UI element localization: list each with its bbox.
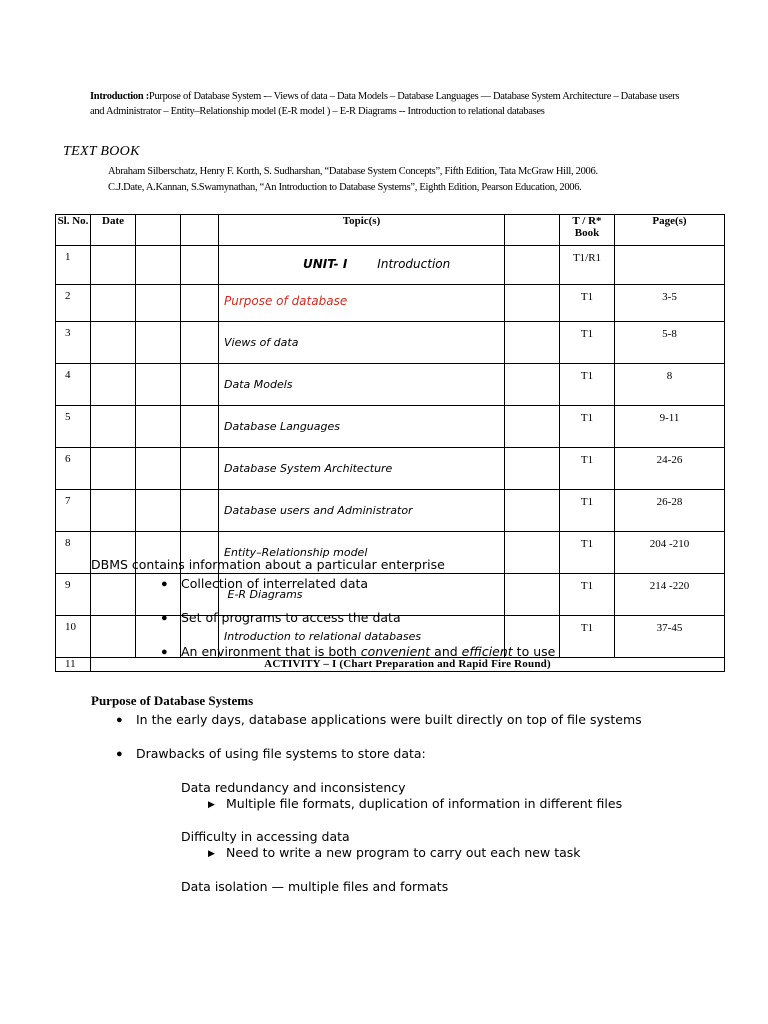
- intro-text: Purpose of Database System -– Views of data – Data Models – Database Languages –– Database System Architecture – Database users and Administrator – Entity–Relationship model (E-R model ) – E-R Diagrams -- Introduction to relational databases: [90, 91, 680, 117]
- purpose-bullet-2: Drawbacks of using file systems to store data:: [136, 746, 426, 761]
- row-sl: 2: [56, 285, 91, 322]
- table-row: [56, 364, 725, 406]
- table-row: [56, 285, 725, 322]
- row-sl: 10: [56, 616, 91, 658]
- row-book: T1: [560, 406, 615, 448]
- row-topic: E-R Diagrams: [219, 574, 505, 616]
- intro-paragraph: [90, 89, 690, 119]
- header-book: T / R* Book: [560, 215, 615, 246]
- row-book: T1: [560, 532, 615, 574]
- row-sl: 5: [56, 406, 91, 448]
- purpose-sub-3: Data isolation — multiple files and formats: [181, 879, 449, 894]
- dbms-bullet-3-mid: and: [430, 644, 462, 659]
- dbms-bullet-3-em1: convenient: [360, 644, 431, 659]
- row-book: T1: [560, 490, 615, 532]
- table-row: [56, 406, 725, 448]
- row-pages: 8: [615, 364, 725, 406]
- row-sl: 3: [56, 322, 91, 364]
- row-sl: 7: [56, 490, 91, 532]
- table-row: [56, 448, 725, 490]
- row-book: T1: [560, 322, 615, 364]
- dbms-bullet-3-post: to use: [512, 644, 556, 659]
- textbook-ref-1: Abraham Silberschatz, Henry F. Korth, S. Sudharshan, “Database System Concepts”, Fifth Edition, Tata McGraw Hill, 2006.: [108, 166, 598, 177]
- row-pages: 37-45: [615, 616, 725, 658]
- row-book: T1: [560, 364, 615, 406]
- purpose-bullet-1: In the early days, database applications were built directly on top of file systems: [136, 712, 642, 727]
- bullet-dot-icon: ●: [161, 612, 168, 624]
- activity-text: ACTIVITY – I (Chart Preparation and Rapid Fire Round): [91, 658, 725, 672]
- header-topic: Topic(s): [219, 215, 505, 246]
- row-topic: Database users and Administrator: [219, 490, 505, 532]
- intro-label: Introduction :: [90, 91, 149, 102]
- row-topic: Views of data: [219, 322, 505, 364]
- arrow-right-icon: ▶: [208, 848, 215, 858]
- row-pages: 9-11: [615, 406, 725, 448]
- row-pages: [615, 246, 725, 285]
- purpose-sub-1-item: Multiple file formats, duplication of information in different files: [226, 796, 623, 811]
- purpose-sub-1: Data redundancy and inconsistency: [181, 780, 406, 795]
- row-topic: Introduction to relational databases: [219, 616, 505, 658]
- row-book: T1: [560, 285, 615, 322]
- unit-label: UNIT- I: [303, 257, 348, 271]
- table-header-row: [56, 215, 725, 246]
- row-book: T1: [560, 448, 615, 490]
- row-pages: 204 -210: [615, 532, 725, 574]
- header-sl: Sl. No.: [56, 215, 91, 246]
- row-sl: 1: [56, 246, 91, 285]
- row-sl: 11: [56, 658, 91, 672]
- textbook-heading: TEXT BOOK: [63, 144, 140, 159]
- row-pages: 26-28: [615, 490, 725, 532]
- purpose-heading: Purpose of Database Systems: [91, 693, 254, 708]
- dbms-intro: DBMS contains information about a particular enterprise: [91, 557, 445, 572]
- table-row: [56, 490, 725, 532]
- arrow-right-icon: ▶: [208, 799, 215, 809]
- dbms-bullet-3: [181, 644, 555, 659]
- table-row: [56, 246, 725, 285]
- row-topic: Entity–Relationship model: [219, 532, 505, 574]
- dbms-bullet-1: Collection of interrelated data: [181, 576, 369, 591]
- row-sl: 9: [56, 574, 91, 616]
- unit-title: Introduction: [377, 257, 451, 271]
- row-pages: 3-5: [615, 285, 725, 322]
- row-book: T1/R1: [560, 246, 615, 285]
- row-topic: Database System Architecture: [219, 448, 505, 490]
- schedule-table: [55, 214, 725, 672]
- header-date: Date: [91, 215, 136, 246]
- unit-heading-cell: [219, 246, 505, 285]
- row-pages: 214 -220: [615, 574, 725, 616]
- activity-row: [56, 658, 725, 672]
- header-pages: Page(s): [615, 215, 725, 246]
- bullet-dot-icon: ●: [161, 578, 168, 590]
- row-book: T1: [560, 574, 615, 616]
- dbms-bullet-3-pre: An environment that is both: [181, 644, 361, 659]
- dbms-bullet-3-em2: efficient: [461, 644, 513, 659]
- purpose-sub-2-item: Need to write a new program to carry out each new task: [226, 845, 581, 860]
- textbook-ref-2: C.J.Date, A.Kannan, S.Swamynathan, “An Introduction to Database Systems”, Eighth Edition, Pearson Education, 2006.: [108, 182, 582, 193]
- row-pages: 5-8: [615, 322, 725, 364]
- dbms-bullet-2: Set of programs to access the data: [181, 610, 401, 625]
- row-sl: 6: [56, 448, 91, 490]
- purpose-sub-2: Difficulty in accessing data: [181, 829, 350, 844]
- row-pages: 24-26: [615, 448, 725, 490]
- table-row: [56, 322, 725, 364]
- bullet-dot-icon: ●: [116, 714, 123, 726]
- row-topic: Database Languages: [219, 406, 505, 448]
- row-sl: 8: [56, 532, 91, 574]
- row-book: T1: [560, 616, 615, 658]
- row-sl: 4: [56, 364, 91, 406]
- bullet-dot-icon: ●: [161, 646, 168, 658]
- bullet-dot-icon: ●: [116, 748, 123, 760]
- row-topic: Data Models: [219, 364, 505, 406]
- row-topic: Purpose of database: [219, 285, 505, 322]
